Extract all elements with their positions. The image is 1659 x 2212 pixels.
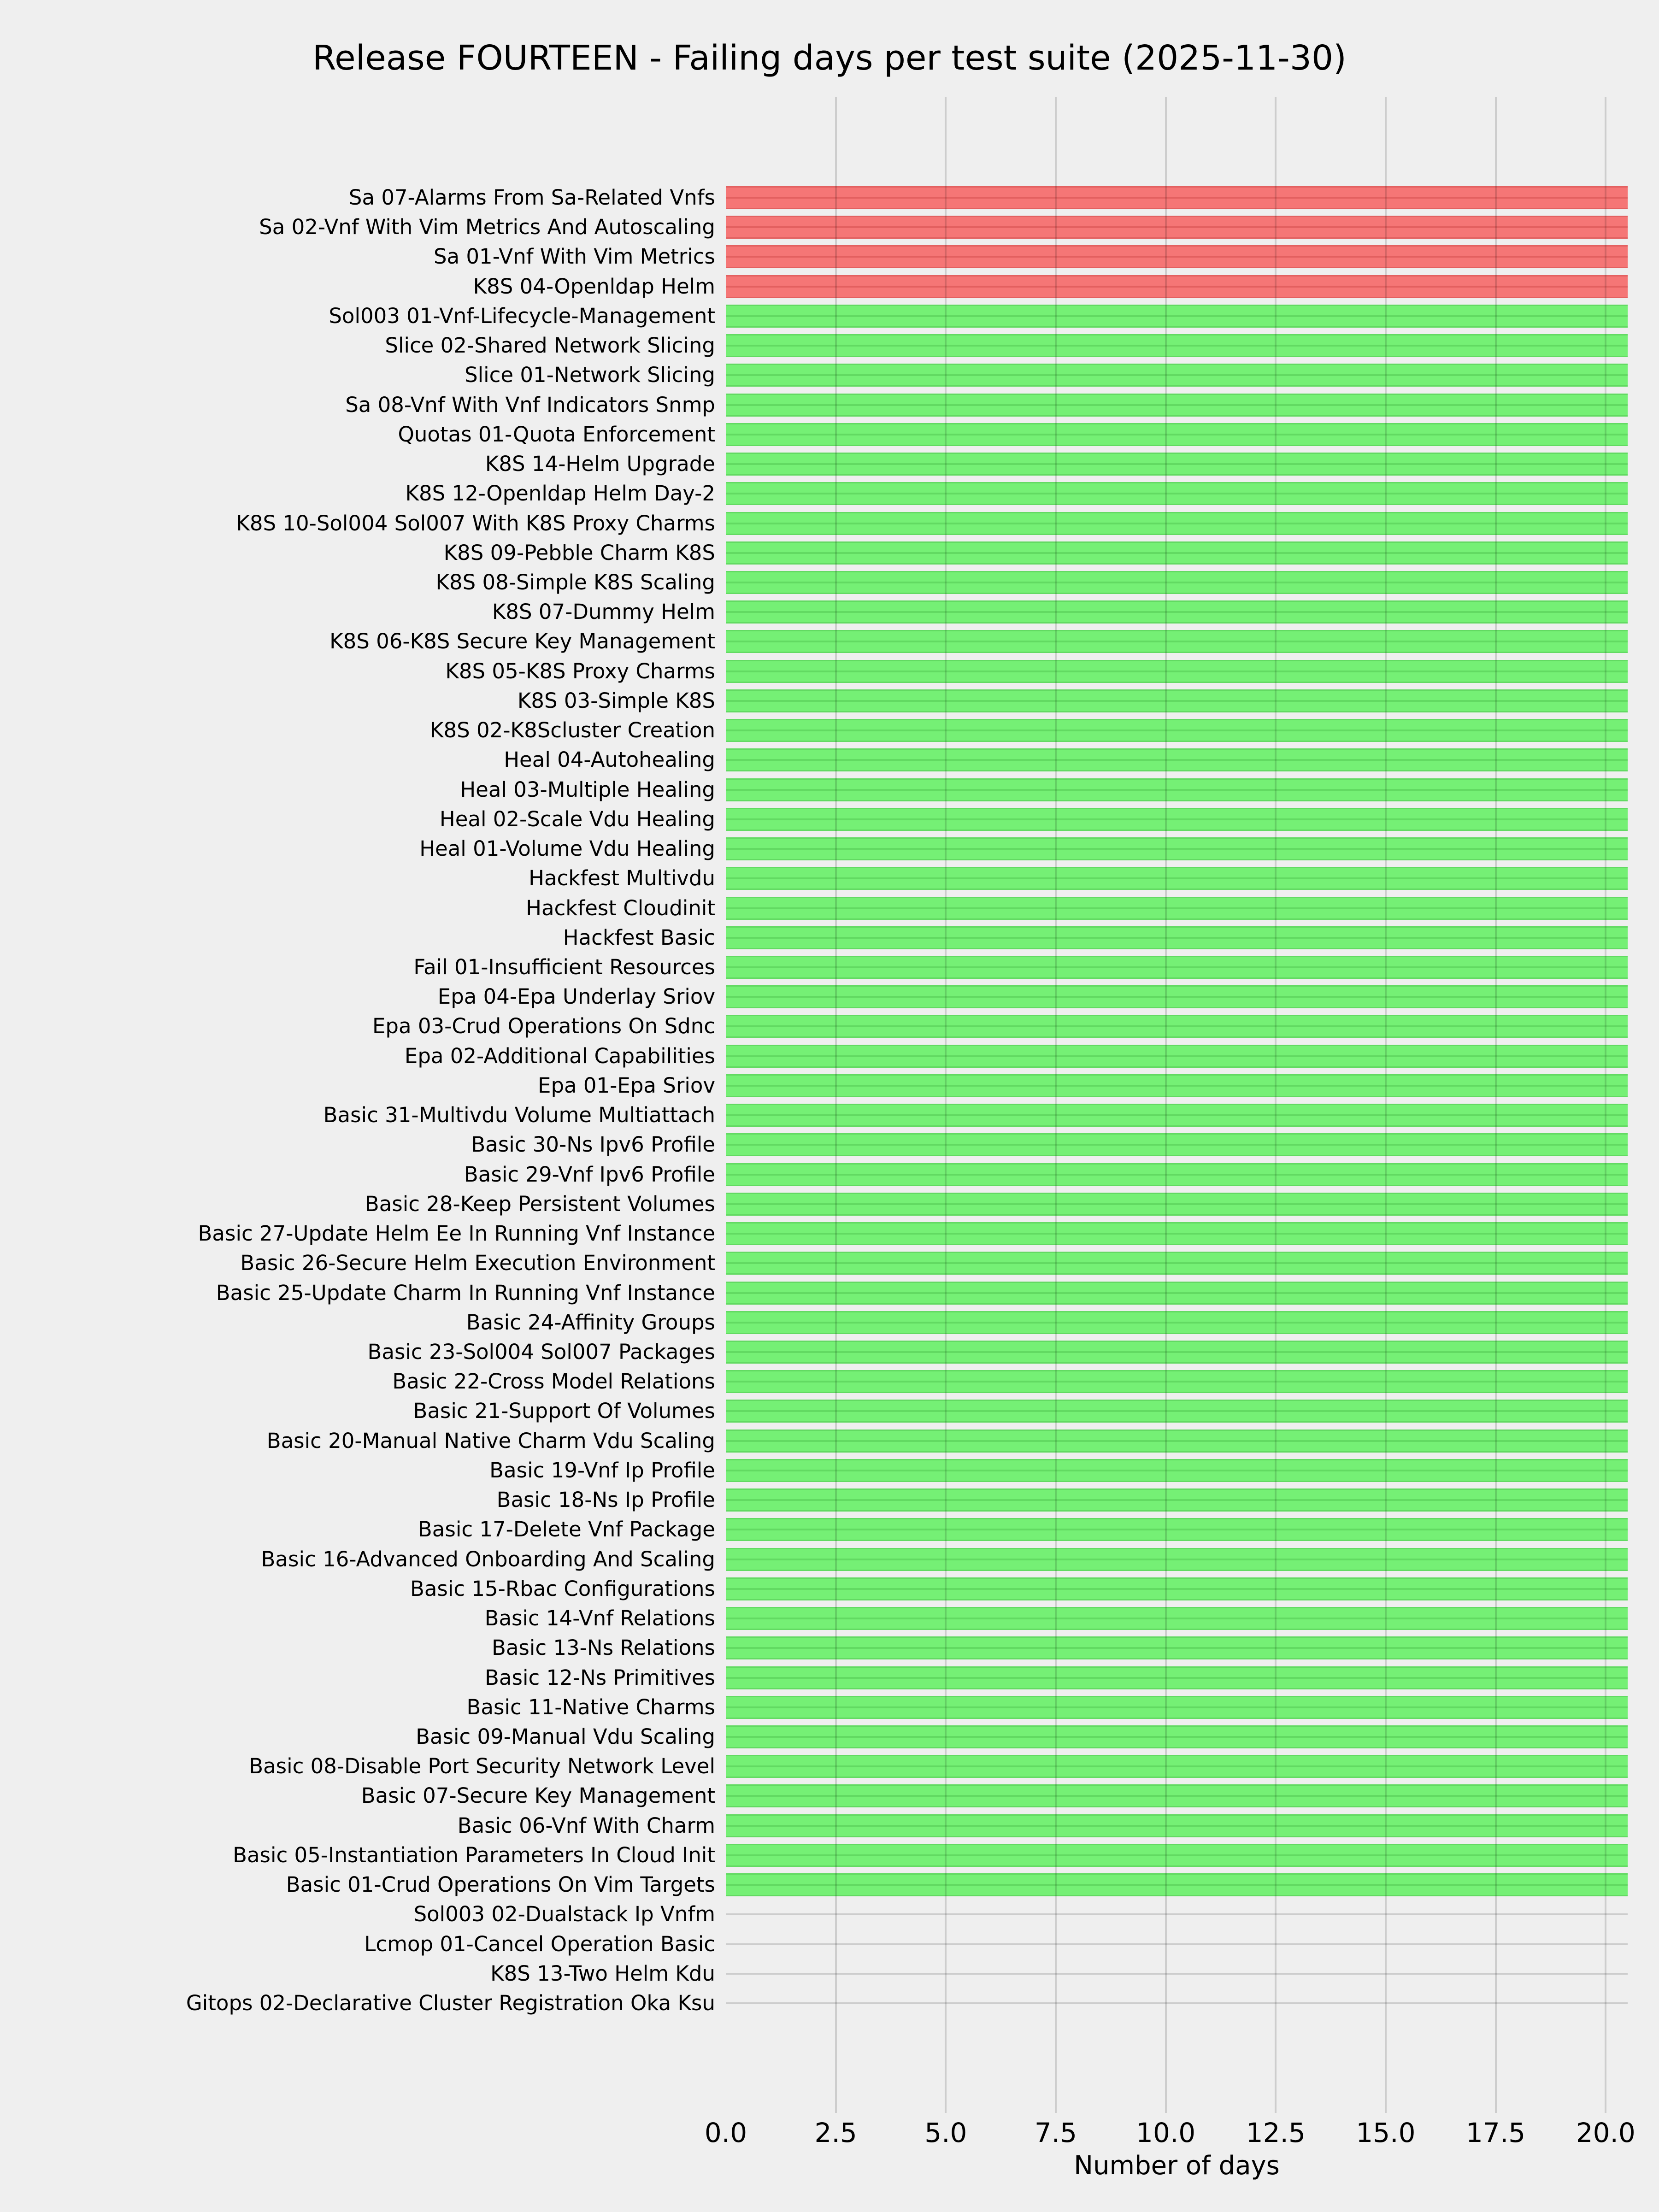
y-tick-label: Basic 19-Vnf Ip Profile <box>489 1458 715 1483</box>
y-tick-label: K8S 02-K8Scluster Creation <box>430 718 715 743</box>
y-tick-label: Basic 16-Advanced Onboarding And Scaling <box>261 1547 715 1571</box>
y-tick-label: Basic 05-Instantiation Parameters In Cloud Init <box>233 1842 715 1867</box>
y-tick-label: Hackfest Multivdu <box>529 866 715 891</box>
bar <box>726 897 1628 920</box>
y-tick-label: K8S 04-Openldap Helm <box>473 274 715 299</box>
bar <box>726 1518 1628 1541</box>
y-tick-label: Basic 15-Rbac Configurations <box>410 1576 715 1601</box>
bar <box>726 1163 1628 1186</box>
bar <box>726 1370 1628 1393</box>
y-tick-label: Quotas 01-Quota Enforcement <box>398 422 715 447</box>
bar <box>726 1607 1628 1630</box>
bar <box>726 1488 1628 1512</box>
plot-area <box>726 97 1628 2113</box>
y-tick-label: Basic 23-Sol004 Sol007 Packages <box>367 1339 715 1364</box>
y-tick-label: Sa 08-Vnf With Vnf Indicators Snmp <box>345 392 715 417</box>
bar <box>726 867 1628 890</box>
y-tick-label: Basic 25-Update Charm In Running Vnf Instance <box>216 1280 715 1305</box>
bar <box>726 275 1628 298</box>
bar <box>726 1252 1628 1275</box>
y-tick-label: Lcmop 01-Cancel Operation Basic <box>364 1931 715 1956</box>
y-tick-label: Basic 31-Multivdu Volume Multiattach <box>323 1103 715 1128</box>
h-gridline <box>726 1913 1628 1915</box>
y-tick-label: Slice 01-Network Slicing <box>465 363 715 388</box>
y-tick-label: Heal 03-Multiple Healing <box>460 777 715 802</box>
bar <box>726 748 1628 771</box>
y-tick-label: K8S 07-Dummy Helm <box>492 600 715 624</box>
bar <box>726 216 1628 239</box>
y-tick-label: Basic 01-Crud Operations On Vim Targets <box>286 1872 715 1897</box>
y-tick-label: Heal 04-Autohealing <box>504 747 715 772</box>
bar <box>726 1873 1628 1896</box>
h-gridline <box>726 1943 1628 1945</box>
bar <box>726 926 1628 949</box>
bar <box>726 1814 1628 1837</box>
y-tick-label: Epa 02-Additional Capabilities <box>404 1043 715 1068</box>
y-tick-label: Basic 17-Delete Vnf Package <box>418 1517 715 1542</box>
y-tick-label: K8S 08-Simple K8S Scaling <box>435 570 715 594</box>
bar <box>726 1459 1628 1482</box>
bar <box>726 394 1628 417</box>
x-tick-label: 0.0 <box>704 2117 747 2148</box>
y-tick-label: K8S 13-Two Helm Kdu <box>490 1961 715 1986</box>
bar <box>726 423 1628 446</box>
v-gridline <box>835 97 837 2113</box>
h-gridline <box>726 2002 1628 2004</box>
bar <box>726 1311 1628 1334</box>
y-tick-label: Basic 20-Manual Native Charm Vdu Scaling <box>266 1428 715 1453</box>
y-tick-label: Basic 29-Vnf Ipv6 Profile <box>464 1162 715 1187</box>
y-tick-label: Basic 21-Support Of Volumes <box>413 1399 715 1424</box>
bar <box>726 1074 1628 1097</box>
chart-title: Release FOURTEEN - Failing days per test suite (2025-11-30) <box>312 38 1347 78</box>
bar <box>726 1133 1628 1156</box>
x-tick-label: 2.5 <box>814 2117 857 2148</box>
y-tick-label: Epa 03-Crud Operations On Sdnc <box>372 1014 715 1039</box>
x-tick-label: 17.5 <box>1466 2117 1526 2148</box>
y-tick-label: Epa 01-Epa Sriov <box>538 1073 715 1098</box>
bar <box>726 1282 1628 1305</box>
bar <box>726 245 1628 268</box>
v-gridline <box>1495 97 1497 2113</box>
x-tick-label: 5.0 <box>924 2117 967 2148</box>
bar <box>726 837 1628 860</box>
bar <box>726 660 1628 683</box>
y-tick-label: Basic 14-Vnf Relations <box>484 1606 715 1631</box>
y-tick-label: K8S 09-Pebble Charm K8S <box>443 540 715 565</box>
x-axis-label: Number of days <box>1074 2151 1280 2181</box>
bar <box>726 482 1628 505</box>
bar <box>726 719 1628 742</box>
bar <box>726 808 1628 831</box>
h-gridline <box>726 1973 1628 1975</box>
v-gridline <box>1275 97 1277 2113</box>
y-tick-label: Basic 24-Affinity Groups <box>466 1310 715 1335</box>
v-gridline <box>1165 97 1167 2113</box>
bar <box>726 1400 1628 1423</box>
y-tick-label: Basic 08-Disable Port Security Network Level <box>249 1754 715 1779</box>
bar <box>726 541 1628 565</box>
bar <box>726 1104 1628 1127</box>
y-tick-label: Sa 01-Vnf With Vim Metrics <box>433 244 715 269</box>
bar <box>726 1222 1628 1245</box>
y-axis-labels <box>0 0 715 2212</box>
bar <box>726 1784 1628 1807</box>
bar <box>726 1015 1628 1038</box>
bar <box>726 1666 1628 1689</box>
y-tick-label: Basic 12-Ns Primitives <box>485 1665 715 1690</box>
bar <box>726 1636 1628 1659</box>
bar <box>726 778 1628 801</box>
y-tick-label: Slice 02-Shared Network Slicing <box>385 333 715 358</box>
y-tick-label: Sa 07-Alarms From Sa-Related Vnfs <box>348 185 715 210</box>
bar <box>726 186 1628 209</box>
y-tick-label: K8S 05-K8S Proxy Charms <box>445 659 715 683</box>
bar <box>726 1844 1628 1867</box>
y-tick-label: K8S 03-Simple K8S <box>517 688 715 713</box>
y-tick-label: Basic 11-Native Charms <box>466 1694 715 1719</box>
y-tick-label: Sa 02-Vnf With Vim Metrics And Autoscaling <box>259 215 715 240</box>
bar <box>726 1193 1628 1216</box>
x-tick-label: 15.0 <box>1356 2117 1416 2148</box>
y-tick-label: K8S 12-Openldap Helm Day-2 <box>405 481 715 506</box>
y-tick-label: Gitops 02-Declarative Cluster Registration Oka Ksu <box>186 1991 715 2016</box>
y-tick-label: Heal 01-Volume Vdu Healing <box>419 836 715 861</box>
bar <box>726 1045 1628 1068</box>
y-tick-label: Basic 30-Ns Ipv6 Profile <box>471 1132 715 1157</box>
y-tick-label: Sol003 02-Dualstack Ip Vnfm <box>413 1902 715 1927</box>
bar <box>726 571 1628 594</box>
v-gridline <box>1055 97 1057 2113</box>
x-tick-label: 12.5 <box>1246 2117 1306 2148</box>
bar <box>726 1341 1628 1364</box>
v-gridline <box>1385 97 1387 2113</box>
y-tick-label: Hackfest Cloudinit <box>526 895 715 920</box>
bar <box>726 512 1628 535</box>
bar <box>726 1696 1628 1719</box>
y-tick-label: Basic 07-Secure Key Management <box>361 1783 715 1808</box>
y-tick-label: Basic 22-Cross Model Relations <box>392 1369 715 1394</box>
y-tick-label: Heal 02-Scale Vdu Healing <box>439 806 715 831</box>
y-tick-label: K8S 10-Sol004 Sol007 With K8S Proxy Charms <box>236 511 715 535</box>
bar <box>726 1548 1628 1571</box>
bar <box>726 453 1628 476</box>
y-tick-label: Basic 06-Vnf With Charm <box>457 1813 715 1838</box>
y-tick-label: Epa 04-Epa Underlay Sriov <box>437 984 715 1009</box>
bar <box>726 1577 1628 1600</box>
y-tick-label: Basic 28-Keep Persistent Volumes <box>365 1191 715 1216</box>
v-gridline <box>1605 97 1606 2113</box>
y-tick-label: Basic 18-Ns Ip Profile <box>496 1488 715 1512</box>
bar <box>726 1430 1628 1453</box>
y-tick-label: Fail 01-Insufficient Resources <box>413 954 715 979</box>
y-tick-label: Basic 13-Ns Relations <box>491 1635 715 1660</box>
y-tick-label: K8S 14-Helm Upgrade <box>485 452 715 477</box>
y-tick-label: Basic 27-Update Helm Ee In Running Vnf Instance <box>198 1221 715 1246</box>
bar <box>726 600 1628 624</box>
x-tick-label: 10.0 <box>1136 2117 1196 2148</box>
bar <box>726 985 1628 1008</box>
bar <box>726 956 1628 979</box>
y-tick-label: Basic 26-Secure Helm Execution Environment <box>240 1251 715 1276</box>
y-tick-label: K8S 06-K8S Secure Key Management <box>329 629 715 654</box>
y-tick-label: Basic 09-Manual Vdu Scaling <box>416 1724 715 1749</box>
bar <box>726 364 1628 387</box>
bar <box>726 334 1628 357</box>
x-tick-label: 20.0 <box>1576 2117 1635 2148</box>
bar <box>726 689 1628 712</box>
y-tick-label: Sol003 01-Vnf-Lifecycle-Management <box>329 303 715 328</box>
bar <box>726 630 1628 653</box>
x-tick-label: 7.5 <box>1034 2117 1077 2148</box>
v-gridline <box>945 97 947 2113</box>
bar <box>726 1755 1628 1778</box>
y-tick-label: Hackfest Basic <box>563 925 715 950</box>
bar <box>726 1725 1628 1748</box>
bar <box>726 305 1628 328</box>
